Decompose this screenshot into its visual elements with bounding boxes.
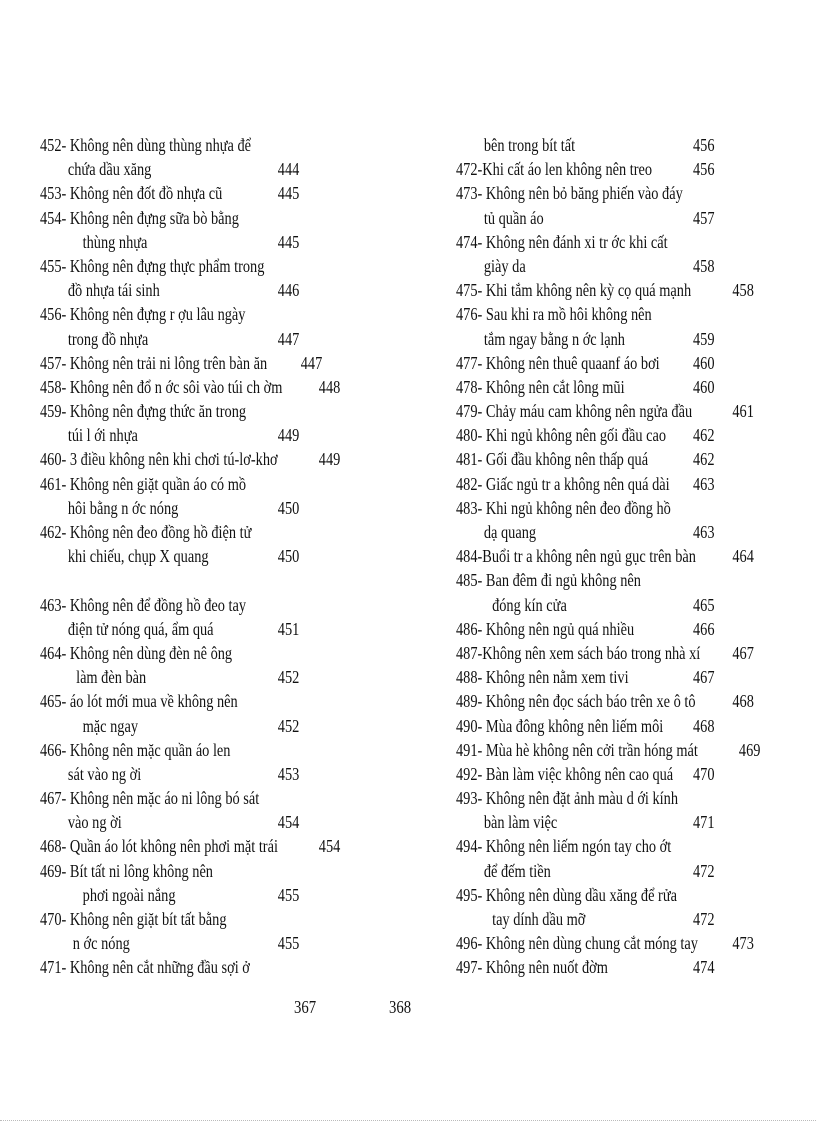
toc-line: [456, 738, 786, 762]
toc-line: [456, 931, 786, 955]
toc-entry-text: 454- Không nên đựng sữa bò bằng: [40, 207, 239, 228]
toc-line: [40, 133, 380, 157]
toc-line: [40, 327, 380, 351]
toc-entry-text: 471- Không nên cắt những đầu sợi ở: [40, 957, 250, 978]
toc-line: [40, 883, 380, 907]
toc-entry-text: 486- Không nên ngủ quá nhiều: [456, 618, 635, 639]
toc-line: [456, 907, 786, 931]
toc-line: [40, 447, 380, 471]
toc-page-number: 462: [692, 425, 715, 446]
toc-line: [40, 689, 380, 713]
toc-entry-text: giày da: [483, 255, 526, 276]
toc-line: [456, 157, 786, 181]
toc-entry-text: tủ quần áo: [483, 207, 544, 228]
bottom-divider: [0, 1120, 816, 1121]
toc-entry-text: trong đồ nhựa: [67, 328, 149, 349]
toc-page-number: 466: [692, 618, 715, 639]
toc-entry-text: đồ nhựa tái sinh: [67, 280, 160, 301]
toc-line: [40, 230, 380, 254]
toc-line: [40, 762, 380, 786]
toc-entry-text: 457- Không nên trải ni lông trên bàn ăn: [40, 352, 268, 373]
toc-entry-text: 475- Khi tắm không nên kỳ cọ quá mạnh: [456, 280, 692, 301]
toc-line: [456, 181, 786, 205]
toc-entry-text: 465- áo lót mới mua về không nên: [40, 691, 238, 712]
toc-line: [456, 665, 786, 689]
toc-line: [40, 278, 380, 302]
toc-entry-text: vào ng ời: [67, 812, 122, 833]
toc-page-number: 459: [692, 328, 715, 349]
toc-entry-text: 460- 3 điều không nên khi chơi tú-lơ-khơ: [40, 449, 278, 470]
toc-page-number: 451: [277, 618, 300, 639]
toc-entry-text: 491- Mùa hè không nên cởi trần hóng mát: [456, 739, 698, 760]
toc-page-number: 460: [692, 376, 715, 397]
toc-entry-text: bàn làm việc: [483, 812, 558, 833]
toc-entry-text: tắm ngay bằng n ớc lạnh: [483, 328, 625, 349]
toc-line: [456, 447, 786, 471]
toc-page-number: 461: [732, 401, 754, 422]
toc-entry-text: 479- Chảy máu cam không nên ngửa đầu: [456, 401, 693, 422]
toc-line: [456, 859, 786, 883]
toc-line: [456, 544, 786, 568]
toc-page-number: 456: [692, 159, 715, 180]
toc-line: [456, 641, 786, 665]
toc-entry-text: 493- Không nên đặt ảnh màu d ới kính: [456, 788, 679, 809]
toc-entry-text: 467- Không nên mặc áo ni lông bó sát: [40, 788, 260, 809]
toc-page-number: 448: [318, 376, 341, 397]
toc-entry-text: 461- Không nên giặt quần áo có mồ: [40, 473, 247, 494]
toc-line: [456, 351, 786, 375]
toc-entry-text: chứa dầu xăng: [67, 159, 152, 180]
toc-entry-text: khi chiếu, chụp X quang: [67, 546, 209, 567]
toc-line: [456, 834, 786, 858]
toc-entry-text: 455- Không nên đựng thực phẩm trong: [40, 255, 265, 276]
toc-entry-text: 463- Không nên để đồng hồ đeo tay: [40, 594, 247, 615]
toc-line: [40, 593, 380, 617]
toc-page-number: 445: [277, 183, 300, 204]
toc-page-number: 454: [277, 812, 300, 833]
left-column: [40, 133, 380, 980]
toc-line: [40, 810, 380, 834]
toc-entry-text: 462- Không nên đeo đồng hồ điện tử: [40, 522, 252, 542]
toc-entry-text: thùng nhựa: [82, 231, 148, 252]
toc-entry-text: 488- Không nên nằm xem tivi: [456, 667, 629, 688]
toc-line: [456, 762, 786, 786]
toc-entry-text: 459- Không nên đựng thức ăn trong: [40, 401, 247, 422]
toc-line: [40, 496, 380, 520]
toc-page-number: 473: [732, 933, 754, 954]
toc-entry-text: 490- Mùa đông không nên liếm môi: [456, 715, 664, 736]
toc-entry-text: 453- Không nên đốt đồ nhựa cũ: [40, 183, 223, 204]
toc-entry-text: 489- Không nên đọc sách báo trên xe ô tô: [456, 691, 696, 712]
toc-line: [456, 327, 786, 351]
toc-page-number: 463: [692, 473, 715, 494]
toc-entry-text: 496- Không nên dùng chung cắt móng tay: [456, 933, 698, 954]
toc-page-number: 447: [277, 328, 300, 349]
right-column: [456, 133, 786, 980]
toc-page-number: 447: [300, 352, 323, 373]
toc-entry-text: 470- Không nên giặt bít tất bằng: [40, 909, 227, 929]
toc-line: [40, 859, 380, 883]
toc-page-number: 460: [692, 352, 715, 373]
toc-entry-text: túi l ới nhựa: [67, 425, 138, 446]
toc-entry-text: 497- Không nên nuốt đờm: [456, 957, 608, 978]
toc-page-number: 452: [277, 667, 300, 688]
toc-line: [40, 738, 380, 762]
toc-line: [40, 181, 380, 205]
toc-page-number: 450: [277, 497, 300, 518]
toc-entry-text: 495- Không nên dùng dầu xăng để rửa: [456, 884, 677, 905]
toc-entry-text: dạ quang: [483, 522, 537, 542]
toc-line: [456, 786, 786, 810]
toc-page-number: 452: [277, 715, 300, 736]
toc-entry-text: làm đèn bàn: [76, 667, 147, 688]
toc-entry-text: để đếm tiền: [483, 860, 551, 881]
toc-entry-text: 464- Không nên dùng đèn nê ông: [40, 642, 233, 663]
toc-entry-text: 478- Không nên cắt lông mũi: [456, 376, 625, 397]
toc-entry-text: hôi bằng n ớc nóng: [67, 497, 179, 518]
toc-line: [40, 568, 380, 592]
toc-entry-text: 494- Không nên liếm ngón tay cho ớt: [456, 836, 672, 857]
toc-line: [40, 472, 380, 496]
toc-page-number: 458: [732, 280, 754, 301]
toc-page-number: 458: [692, 255, 715, 276]
toc-entry-text: 458- Không nên đổ n ớc sôi vào túi ch ờm: [40, 376, 283, 397]
toc-line: [40, 714, 380, 738]
toc-page-number: 470: [692, 763, 715, 784]
toc-line: [456, 423, 786, 447]
toc-page-number: 456: [692, 135, 715, 155]
toc-entry-text: 485- Ban đêm đi ngủ không nên: [456, 570, 641, 591]
toc-line: [40, 834, 380, 858]
toc-line: [456, 520, 786, 544]
toc-page-number: 446: [277, 280, 300, 301]
toc-page-number: 449: [277, 425, 300, 446]
toc-page-number: 449: [318, 449, 341, 470]
toc-line: [456, 230, 786, 254]
toc-line: [456, 133, 786, 157]
toc-entry-text: 473- Không nên bỏ băng phiến vào đáy: [456, 183, 683, 204]
toc-entry-text: n ớc nóng: [72, 933, 130, 954]
toc-line: [456, 955, 786, 979]
toc-page-number: 469: [738, 739, 761, 760]
toc-entry-text: 483- Khi ngủ không nên đeo đồng hồ: [456, 497, 671, 518]
toc-line: [456, 689, 786, 713]
toc-page-number: 468: [692, 715, 715, 736]
toc-page-number: 465: [692, 594, 715, 615]
toc-entry-text: 472-Khi cất áo len không nên treo: [456, 159, 653, 180]
toc-line: [456, 375, 786, 399]
toc-line: [40, 617, 380, 641]
toc-page-number: 467: [732, 642, 754, 663]
toc-entry-text: bên trong bít tất: [483, 135, 576, 155]
toc-page-number: 462: [692, 449, 715, 470]
toc-line: [40, 254, 380, 278]
toc-page-number: 453: [277, 763, 300, 784]
toc-page-number: 457: [692, 207, 715, 228]
toc-entry-text: tay dính dầu mỡ: [492, 909, 586, 929]
toc-line: [456, 472, 786, 496]
toc-entry-text: sát vào ng ời: [67, 763, 142, 784]
toc-line: [40, 399, 380, 423]
toc-entry-text: đóng kín cửa: [492, 594, 567, 615]
toc-entry-text: 484-Buổi tr a không nên ngủ gục trên bàn: [456, 546, 696, 567]
toc-line: [40, 641, 380, 665]
toc-entry-text: 468- Quần áo lót không nên phơi mặt trái: [40, 836, 278, 857]
toc-line: [40, 423, 380, 447]
toc-page-number: 454: [318, 836, 341, 857]
toc-page-number: 463: [692, 522, 715, 542]
page-number-left: 367: [294, 997, 317, 1017]
toc-entry-text: 480- Khi ngủ không nên gối đầu cao: [456, 425, 667, 446]
toc-line: [456, 399, 786, 423]
toc-line: [40, 302, 380, 326]
toc-entry-text: mặc ngay: [82, 715, 139, 736]
toc-line: [456, 593, 786, 617]
toc-entry-text: 481- Gối đầu không nên thấp quá: [456, 449, 649, 470]
toc-page-number: 471: [692, 812, 715, 833]
toc-line: [40, 206, 380, 230]
toc-line: [456, 810, 786, 834]
toc-line: [456, 278, 786, 302]
toc-entry-text: 469- Bít tất ni lông không nên: [40, 860, 213, 881]
toc-line: [40, 351, 380, 375]
toc-page-number: 450: [277, 546, 300, 567]
toc-entry-text: 477- Không nên thuê quaanf áo bơi: [456, 352, 660, 373]
toc-line: [40, 665, 380, 689]
toc-line: [456, 254, 786, 278]
toc-line: [456, 883, 786, 907]
toc-entry-text: 482- Giấc ngủ tr a không nên quá dài: [456, 473, 670, 494]
toc-entry-text: 452- Không nên dùng thùng nhựa để: [40, 135, 252, 155]
toc-entry-text: 476- Sau khi ra mồ hôi không nên: [456, 304, 652, 325]
toc-page-number: 464: [732, 546, 754, 567]
page-number-right: 368: [389, 997, 412, 1017]
toc-line: [40, 955, 380, 979]
toc-entry-text: 456- Không nên đựng r ợu lâu ngày: [40, 304, 246, 325]
toc-entry-text: 487-Không nên xem sách báo trong nhà xí: [456, 642, 701, 663]
toc-page-number: 455: [277, 933, 300, 954]
toc-page-number: 468: [732, 691, 754, 712]
toc-entry-text: 492- Bàn làm việc không nên cao quá: [456, 763, 674, 784]
toc-line: [40, 520, 380, 544]
toc-line: [40, 931, 380, 955]
toc-page-number: 474: [692, 957, 715, 978]
toc-line: [456, 302, 786, 326]
toc-entry-text: 474- Không nên đánh xi tr ớc khi cất: [456, 231, 668, 252]
toc-line: [40, 907, 380, 931]
toc-entry-text: điện tử nóng quá, ẩm quá: [67, 618, 214, 639]
toc-line: [456, 206, 786, 230]
toc-page-number: 472: [692, 909, 715, 929]
toc-page-number: 445: [277, 231, 300, 252]
toc-line: [456, 714, 786, 738]
toc-page-number: 444: [277, 159, 300, 180]
toc-entry-text: phơi ngoài nắng: [82, 884, 176, 905]
toc-line: [456, 496, 786, 520]
toc-page-number: 472: [692, 860, 715, 881]
toc-line: [456, 617, 786, 641]
toc-line: [40, 544, 380, 568]
toc-page-number: 467: [692, 667, 715, 688]
toc-line: [456, 568, 786, 592]
toc-entry-text: 466- Không nên mặc quần áo len: [40, 739, 231, 760]
toc-line: [40, 786, 380, 810]
toc-line: [40, 375, 380, 399]
toc-line: [40, 157, 380, 181]
toc-page-number: 455: [277, 884, 300, 905]
